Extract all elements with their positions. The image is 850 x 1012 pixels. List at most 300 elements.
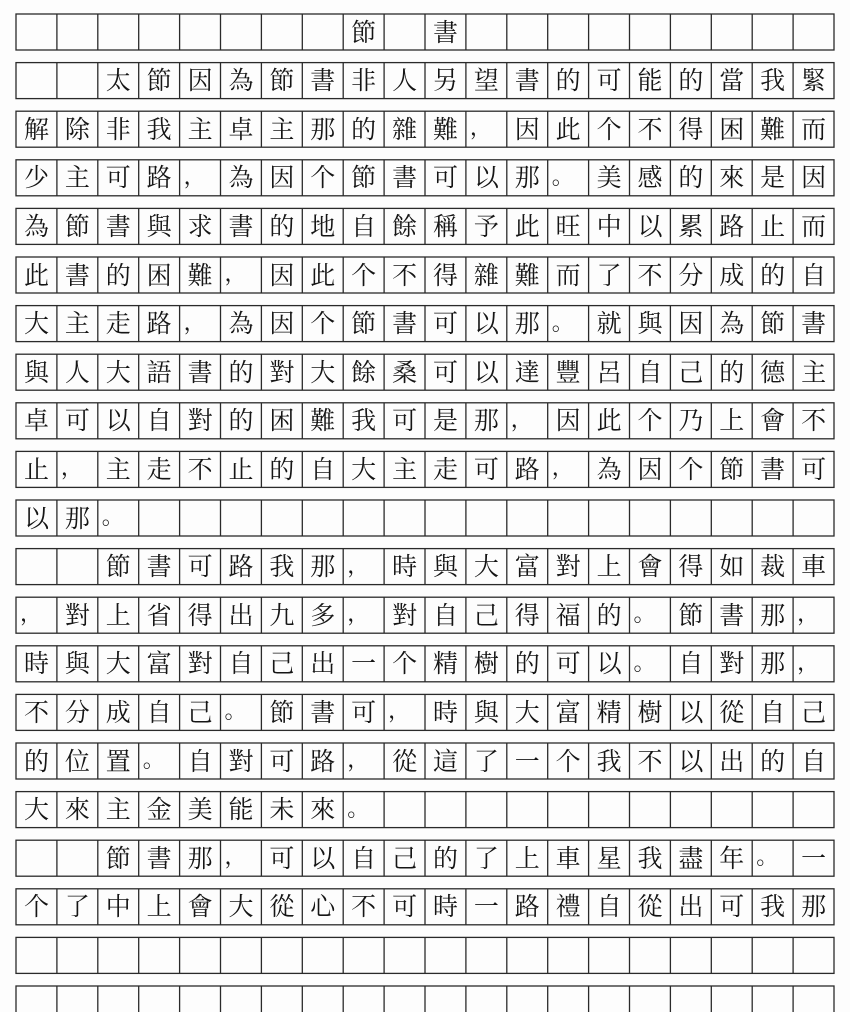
paragraph-2-char: 以 <box>596 649 622 679</box>
essay-title-char: 節 <box>351 17 377 47</box>
paragraph-2-char: 大 <box>105 649 131 679</box>
paragraph-1-char: 个 <box>351 260 377 290</box>
paragraph-1-char: 節 <box>719 454 745 484</box>
paragraph-3-char: 可 <box>719 892 745 922</box>
paragraph-1-char: 求 <box>187 211 213 241</box>
paragraph-1-char: 分 <box>678 260 704 290</box>
paragraph-1-char: ， <box>60 456 83 482</box>
paragraph-1-char: 。 <box>551 310 574 336</box>
paragraph-1-char: 可 <box>64 406 90 436</box>
paragraph-1-char: 來 <box>719 163 745 193</box>
paragraph-1-char: 餘 <box>351 357 377 387</box>
paragraph-3-char: 可 <box>269 843 295 873</box>
paragraph-2-char: 出 <box>228 600 254 630</box>
paragraph-2-char: 與 <box>64 649 90 679</box>
paragraph-1-char: 得 <box>432 260 458 290</box>
paragraph-1-char: 因 <box>514 114 540 144</box>
paragraph-1-char: 止 <box>228 454 254 484</box>
paragraph-1-char: 自 <box>146 406 172 436</box>
paragraph-1-char: 路 <box>719 211 745 241</box>
paragraph-1-char: 主 <box>187 114 213 144</box>
paragraph-2-char: 可 <box>187 552 213 582</box>
paragraph-2-char: 一 <box>351 649 377 679</box>
paragraph-1-char: 感 <box>637 163 663 193</box>
paragraph-1-char: 桑 <box>392 357 418 387</box>
paragraph-1-char: 而 <box>555 260 581 290</box>
paragraph-2-char: 九 <box>269 600 295 630</box>
paragraph-2-char: 置 <box>105 746 131 776</box>
paragraph-1-char: 可 <box>432 357 458 387</box>
paragraph-3-char: 我 <box>760 892 786 922</box>
paragraph-2-char: 以 <box>678 746 704 776</box>
paragraph-1-char: 此 <box>23 260 49 290</box>
paragraph-2-char: 得 <box>514 600 540 630</box>
paragraph-3-char: 中 <box>105 892 131 922</box>
paragraph-1-char: 而 <box>801 114 827 144</box>
paragraph-1-char: 那 <box>473 406 499 436</box>
paragraph-1-char: 此 <box>310 260 336 290</box>
paragraph-2-char: 大 <box>23 795 49 825</box>
paragraph-3-char: 大 <box>228 892 254 922</box>
paragraph-3-char: 个 <box>23 892 49 922</box>
paragraph-3-char: 不 <box>351 892 377 922</box>
paragraph-2-char: 對 <box>64 600 90 630</box>
paragraph-3-char: 一 <box>473 892 499 922</box>
paragraph-1-char: 那 <box>514 309 540 339</box>
paragraph-2-char: 己 <box>269 649 295 679</box>
paragraph-1-char: 望 <box>473 66 499 96</box>
paragraph-1-char: 走 <box>146 454 172 484</box>
paragraph-1-char: 語 <box>146 357 172 387</box>
paragraph-1-char: 大 <box>105 357 131 387</box>
paragraph-3-char: 了 <box>64 892 90 922</box>
paragraph-2-char: 我 <box>596 746 622 776</box>
paragraph-2-char: 精 <box>596 697 622 727</box>
paragraph-1-char: 的 <box>678 163 704 193</box>
paragraph-1-char: 書 <box>392 163 418 193</box>
paragraph-1-char: 以 <box>473 309 499 339</box>
paragraph-2-char: 從 <box>392 746 418 776</box>
paragraph-1-char: 難 <box>760 114 786 144</box>
paragraph-1-char: 不 <box>187 454 213 484</box>
paragraph-3-char: 己 <box>392 843 418 873</box>
paragraph-1-char: ， <box>224 262 247 287</box>
paragraph-1-char: 那 <box>310 114 336 144</box>
paragraph-3-char: 車 <box>555 843 581 873</box>
paragraph-2-char: 那 <box>760 649 786 679</box>
paragraph-1-char: 止 <box>23 454 49 484</box>
paragraph-2-char: 來 <box>310 795 336 825</box>
paragraph-2-char: 那 <box>760 600 786 630</box>
paragraph-3-char: 自 <box>596 892 622 922</box>
paragraph-2-char: 大 <box>514 697 540 727</box>
paragraph-1-char: 己 <box>678 357 704 387</box>
paragraph-2-char: 的 <box>596 600 622 630</box>
paragraph-2-char: 我 <box>269 552 295 582</box>
paragraph-2-char: 裁 <box>760 552 786 582</box>
paragraph-1-char: 不 <box>637 260 663 290</box>
paragraph-3-char: 會 <box>187 892 213 922</box>
paragraph-2-char: 。 <box>633 602 656 628</box>
paragraph-2-char: ， <box>797 650 820 676</box>
paragraph-1-char: 自 <box>310 454 336 484</box>
paragraph-1-char: 可 <box>432 309 458 339</box>
paragraph-1-char: 與 <box>146 211 172 241</box>
paragraph-1-char: 路 <box>514 454 540 484</box>
paragraph-1-char: 是 <box>760 163 786 193</box>
paragraph-1-char: 大 <box>351 454 377 484</box>
paragraph-2-char: 主 <box>105 795 131 825</box>
paragraph-1-char: 因 <box>269 163 295 193</box>
paragraph-2-char: 書 <box>719 600 745 630</box>
paragraph-1-char: 因 <box>637 454 663 484</box>
paragraph-2-char: ， <box>347 553 370 579</box>
paragraph-1-char: 書 <box>187 357 213 387</box>
paragraph-1-char: 的 <box>351 114 377 144</box>
paragraph-1-char: 為 <box>23 211 49 241</box>
paragraph-2-char: 精 <box>432 649 458 679</box>
paragraph-1-char: 的 <box>555 66 581 96</box>
paragraph-1-char: 書 <box>228 211 254 241</box>
paragraph-1-char: 的 <box>228 357 254 387</box>
paragraph-1-char: 此 <box>555 114 581 144</box>
paragraph-1-char: 上 <box>719 406 745 436</box>
paragraph-3-char: 自 <box>351 843 377 873</box>
paragraph-2-char: 福 <box>555 600 581 630</box>
paragraph-3-char: 禮 <box>555 892 581 922</box>
paragraph-1-char: 與 <box>637 309 663 339</box>
paragraph-2-char: 自 <box>760 697 786 727</box>
paragraph-1-char: 自 <box>351 211 377 241</box>
paragraph-1-char: 因 <box>187 66 213 96</box>
paragraph-2-char: 時 <box>392 552 418 582</box>
paragraph-3-char: 上 <box>146 892 172 922</box>
paragraph-2-char: 對 <box>392 600 418 630</box>
paragraph-1-char: 因 <box>801 163 827 193</box>
paragraph-3-char: 從 <box>637 892 663 922</box>
paragraph-3-char: 以 <box>310 843 336 873</box>
paragraph-3-char: 年 <box>719 843 745 873</box>
paragraph-2-char: 自 <box>801 746 827 776</box>
paragraph-1-char: 緊 <box>801 66 827 96</box>
paragraph-2-char: 節 <box>678 600 704 630</box>
paragraph-2-char: 書 <box>146 552 172 582</box>
paragraph-2-char: 成 <box>105 697 131 727</box>
paragraph-2-char: 這 <box>432 746 458 776</box>
paragraph-1-char: 另 <box>432 66 458 96</box>
paragraph-2-char: 來 <box>64 795 90 825</box>
paragraph-1-char: 自 <box>801 260 827 290</box>
paragraph-1-char: 除 <box>64 114 90 144</box>
paragraph-3-char: 那 <box>801 892 827 922</box>
paragraph-1-char: 的 <box>760 260 786 290</box>
paragraph-2-char: 上 <box>596 552 622 582</box>
paragraph-1-char: 節 <box>351 309 377 339</box>
paragraph-1-char: 太 <box>105 66 131 96</box>
paragraph-1-char: 的 <box>228 406 254 436</box>
paragraph-2-char: 。 <box>633 650 656 676</box>
paragraph-2-char: 對 <box>719 649 745 679</box>
paragraph-1-char: 可 <box>473 454 499 484</box>
paragraph-3-char: 心 <box>310 892 336 922</box>
paragraph-1-char: 書 <box>64 260 90 290</box>
paragraph-2-char: 一 <box>514 746 540 776</box>
paragraph-1-char: 節 <box>269 66 295 96</box>
paragraph-1-char: 稱 <box>432 211 458 241</box>
paragraph-2-char: 。 <box>347 796 370 822</box>
paragraph-1-char: 就 <box>596 309 622 339</box>
paragraph-2-char: 省 <box>146 600 172 630</box>
paragraph-1-char: 得 <box>678 114 704 144</box>
paragraph-1-char: 地 <box>310 211 336 241</box>
paragraph-2-char: 己 <box>473 600 499 630</box>
paragraph-2-char: 得 <box>187 600 213 630</box>
paragraph-2-char: 上 <box>105 600 131 630</box>
paragraph-1-char: 那 <box>64 503 90 533</box>
paragraph-2-char: 位 <box>64 746 90 776</box>
paragraph-2-char: 自 <box>228 649 254 679</box>
paragraph-1-char: 以 <box>23 503 49 533</box>
paragraph-2-char: 可 <box>351 697 377 727</box>
paragraph-2-char: 美 <box>187 795 213 825</box>
paragraph-2-char: 樹 <box>637 697 663 727</box>
paragraph-1-char: 書 <box>514 66 540 96</box>
paragraph-2-char: 對 <box>555 552 581 582</box>
paragraph-1-char: 。 <box>551 164 574 190</box>
paragraph-3-char: 一 <box>801 843 827 873</box>
paragraph-3-char: 盡 <box>678 843 704 873</box>
paragraph-1-char: 雜 <box>392 114 418 144</box>
paragraph-1-char: 節 <box>146 66 172 96</box>
paragraph-1-char: 止 <box>760 211 786 241</box>
paragraph-1-char: 可 <box>105 163 131 193</box>
paragraph-1-char: 能 <box>637 66 663 96</box>
paragraph-1-char: 節 <box>64 211 90 241</box>
paragraph-1-char: 予 <box>473 211 499 241</box>
paragraph-1-char: 个 <box>310 163 336 193</box>
paragraph-1-char: 中 <box>596 211 622 241</box>
paragraph-1-char: ， <box>551 456 574 482</box>
paragraph-2-char: 書 <box>310 697 336 727</box>
paragraph-2-char: 未 <box>269 795 295 825</box>
paragraph-1-char: 因 <box>555 406 581 436</box>
paragraph-2-char: 車 <box>801 552 827 582</box>
paragraph-2-char: 出 <box>310 649 336 679</box>
paragraph-2-char: 得 <box>678 552 704 582</box>
paragraph-1-char: 困 <box>269 406 295 436</box>
paragraph-3-char: 我 <box>637 843 663 873</box>
paragraph-2-char: 的 <box>760 746 786 776</box>
paragraph-1-char: 了 <box>596 260 622 290</box>
paragraph-2-char: 分 <box>64 697 90 727</box>
paragraph-1-char: 乃 <box>678 406 704 436</box>
paragraph-2-char: 己 <box>187 697 213 727</box>
paragraph-2-char: 己 <box>801 697 827 727</box>
paragraph-2-char: 的 <box>23 746 49 776</box>
paragraph-1-char: 為 <box>228 163 254 193</box>
paragraph-1-char: 不 <box>637 114 663 144</box>
paragraph-1-char: 因 <box>269 260 295 290</box>
paragraph-2-char: 以 <box>678 697 704 727</box>
paragraph-1-char: 人 <box>392 66 418 96</box>
paragraph-3-char: 了 <box>473 843 499 873</box>
paragraph-1-char: 難 <box>187 260 213 290</box>
paragraph-1-char: 為 <box>228 66 254 96</box>
paragraph-2-char: 對 <box>228 746 254 776</box>
paragraph-1-char: 困 <box>719 114 745 144</box>
paragraph-2-char: 的 <box>514 649 540 679</box>
paragraph-2-char: 路 <box>228 552 254 582</box>
paragraph-1-char: 我 <box>146 114 172 144</box>
paragraph-1-char: ， <box>183 164 206 190</box>
paragraph-2-char: ， <box>347 748 370 773</box>
paragraph-2-char: 如 <box>719 552 745 582</box>
paragraph-1-char: 德 <box>760 357 786 387</box>
paragraph-1-char: 主 <box>269 114 295 144</box>
paragraph-1-char: 書 <box>392 309 418 339</box>
paragraph-1-char: 可 <box>596 66 622 96</box>
paragraph-2-char: 富 <box>146 649 172 679</box>
paragraph-1-char: 對 <box>187 406 213 436</box>
paragraph-3-char: ， <box>224 845 247 871</box>
paragraph-1-char: 以 <box>105 406 131 436</box>
paragraph-1-char: 累 <box>678 211 704 241</box>
paragraph-2-char: 富 <box>514 552 540 582</box>
paragraph-1-char: 不 <box>392 260 418 290</box>
paragraph-1-char: 主 <box>801 357 827 387</box>
paragraph-2-char: 樹 <box>473 649 499 679</box>
paragraph-1-char: 餘 <box>392 211 418 241</box>
paragraph-1-char: 自 <box>637 357 663 387</box>
paragraph-2-char: 可 <box>269 746 295 776</box>
paragraph-3-char: 可 <box>392 892 418 922</box>
paragraph-2-char: 節 <box>105 552 131 582</box>
paragraph-2-char: 。 <box>224 699 247 725</box>
paragraph-2-char: 出 <box>719 746 745 776</box>
paragraph-1-char: 是 <box>432 406 458 436</box>
paragraph-1-char: 大 <box>23 309 49 339</box>
paragraph-1-char: 主 <box>392 454 418 484</box>
paragraph-1-char: 少 <box>23 163 49 193</box>
paragraph-2-char: 富 <box>555 697 581 727</box>
paragraph-1-char: 美 <box>596 163 622 193</box>
paragraph-2-char: ， <box>388 699 411 725</box>
paragraph-1-char: 路 <box>146 163 172 193</box>
paragraph-1-char: 我 <box>351 406 377 436</box>
paragraph-1-char: 書 <box>310 66 336 96</box>
paragraph-1-char: 不 <box>801 406 827 436</box>
paragraph-1-char: 會 <box>760 406 786 436</box>
paragraph-1-char: 因 <box>678 309 704 339</box>
paragraph-1-char: 个 <box>310 309 336 339</box>
paragraph-1-char: 困 <box>146 260 172 290</box>
paragraph-2-char: 大 <box>473 552 499 582</box>
paragraph-1-char: 的 <box>269 454 295 484</box>
paragraph-1-char: 卓 <box>228 114 254 144</box>
paragraph-1-char: 為 <box>596 454 622 484</box>
paragraph-1-char: 達 <box>514 357 540 387</box>
paragraph-3-char: 的 <box>432 843 458 873</box>
paragraph-1-char: 人 <box>64 357 90 387</box>
paragraph-2-char: 路 <box>310 746 336 776</box>
paragraph-1-char: 的 <box>269 211 295 241</box>
paragraph-2-char: 不 <box>23 697 49 727</box>
paragraph-1-char: 的 <box>105 260 131 290</box>
paragraph-2-char: 自 <box>678 649 704 679</box>
paragraph-1-char: 雜 <box>473 260 499 290</box>
paragraph-1-char: 的 <box>678 66 704 96</box>
paragraph-3-char: 星 <box>596 843 622 873</box>
paragraph-3-char: 路 <box>514 892 540 922</box>
paragraph-1-char: 我 <box>760 66 786 96</box>
paragraph-3-char: 那 <box>187 843 213 873</box>
paragraph-1-char: 難 <box>310 406 336 436</box>
paragraph-1-char: 與 <box>23 357 49 387</box>
paragraph-1-char: 个 <box>637 406 663 436</box>
paragraph-1-char: 書 <box>760 454 786 484</box>
paragraph-1-char: 難 <box>432 114 458 144</box>
paragraph-1-char: 的 <box>719 357 745 387</box>
paragraph-1-char: 此 <box>514 211 540 241</box>
paragraph-2-char: 從 <box>719 697 745 727</box>
paragraph-2-char: 金 <box>146 795 172 825</box>
paragraph-1-char: 主 <box>64 309 90 339</box>
paragraph-2-char: 可 <box>555 649 581 679</box>
paragraph-2-char: ， <box>797 602 820 628</box>
paragraph-2-char: 多 <box>310 600 336 630</box>
paragraph-2-char: 自 <box>432 600 458 630</box>
paragraph-2-char: 不 <box>637 746 663 776</box>
paragraph-1-char: 可 <box>801 454 827 484</box>
paragraph-1-char: 因 <box>269 309 295 339</box>
paragraph-1-char: 成 <box>719 260 745 290</box>
paragraph-2-char: ， <box>20 602 43 628</box>
paragraph-1-char: 可 <box>392 406 418 436</box>
paragraph-2-char: 時 <box>23 649 49 679</box>
paragraph-3-char: 時 <box>432 892 458 922</box>
paragraph-1-char: 為 <box>228 309 254 339</box>
paragraph-1-char: 節 <box>351 163 377 193</box>
paragraph-1-char: 旺 <box>555 211 581 241</box>
paragraph-1-char: 呂 <box>596 357 622 387</box>
paragraph-1-char: 大 <box>310 357 336 387</box>
paragraph-1-char: 那 <box>514 163 540 193</box>
paragraph-1-char: 當 <box>719 66 745 96</box>
paragraph-3-char: 書 <box>146 843 172 873</box>
paragraph-1-char: ， <box>183 310 206 336</box>
paragraph-1-char: 。 <box>101 505 124 530</box>
paragraph-2-char: 時 <box>432 697 458 727</box>
paragraph-2-char: 了 <box>473 746 499 776</box>
paragraph-1-char: 解 <box>23 114 49 144</box>
paragraph-1-char: 非 <box>105 114 131 144</box>
paragraph-1-char: 个 <box>596 114 622 144</box>
paragraph-1-char: 為 <box>719 309 745 339</box>
paragraph-2-char: 會 <box>637 552 663 582</box>
paragraph-1-char: 可 <box>432 163 458 193</box>
paragraph-1-char: 豐 <box>555 357 581 387</box>
paragraph-1-char: 以 <box>473 163 499 193</box>
paragraph-1-char: ， <box>469 116 492 142</box>
paragraph-1-char: 書 <box>801 309 827 339</box>
paragraph-2-char: 。 <box>142 748 165 773</box>
paragraph-1-char: 主 <box>64 163 90 193</box>
paragraph-1-char: 非 <box>351 66 377 96</box>
paragraph-3-char: 節 <box>105 843 131 873</box>
paragraph-1-char: 節 <box>760 309 786 339</box>
paragraph-1-char: 難 <box>514 260 540 290</box>
paragraph-2-char: 能 <box>228 795 254 825</box>
